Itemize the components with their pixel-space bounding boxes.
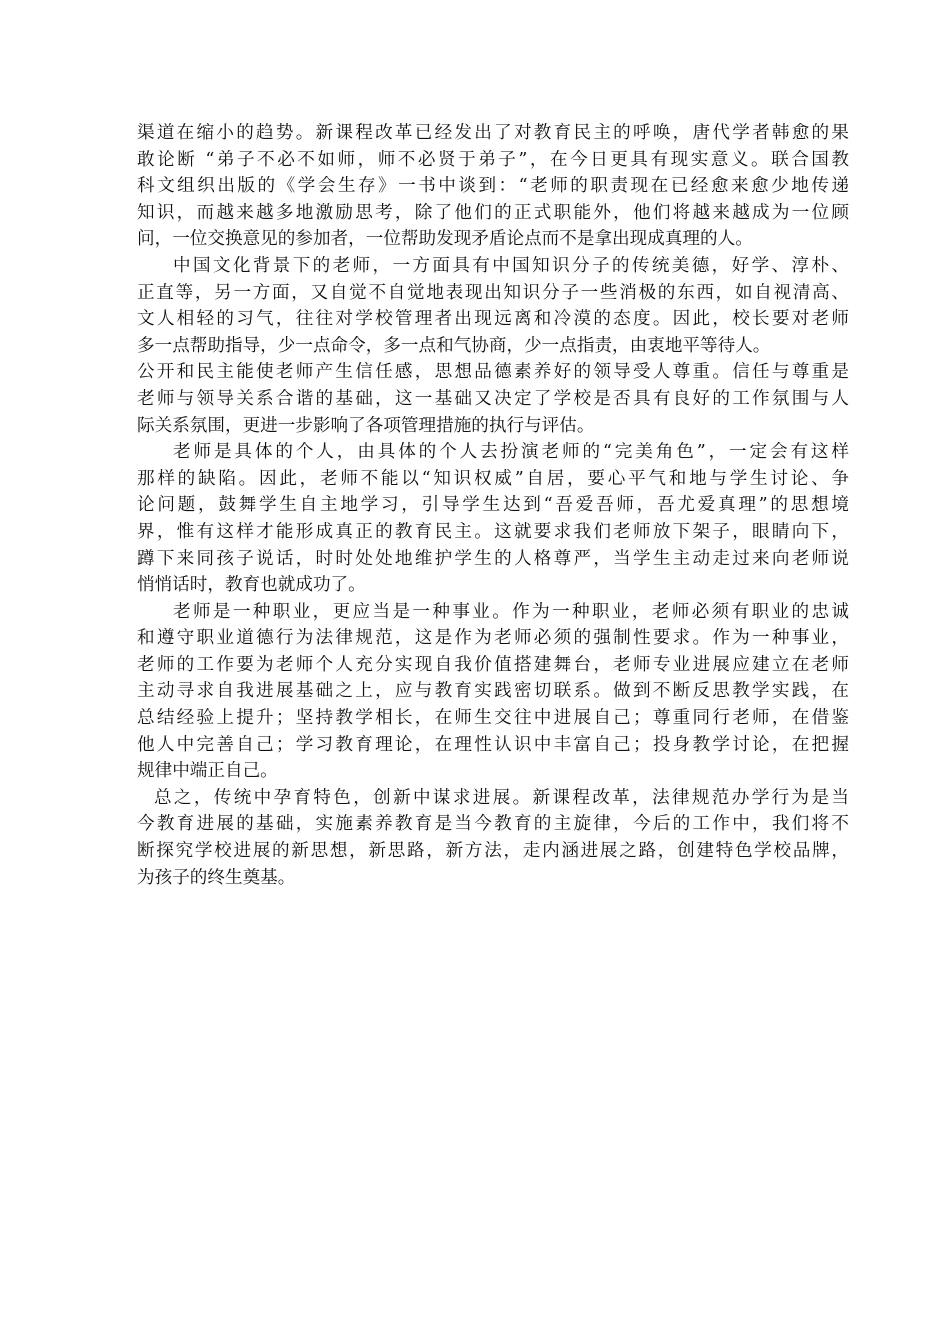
text-line: 际关系氛围，更进一步影响了各项管理措施的执行与评估。	[137, 415, 595, 436]
document-body	[137, 120, 849, 891]
text-line: 论问题，鼓舞学生自主地学习，引导学生达到“吾爱吾师，吾尤爱真理”的思想境	[137, 495, 849, 516]
paragraph-first-line: 总之，传统中孕育特色，创新中谋求进展。新课程改革，法律规范办学行为是当	[154, 787, 849, 808]
text-line: 公开和民主能使老师产生信任感，思想品德素养好的领导受人尊重。信任与尊重是	[137, 362, 849, 383]
text-line: 文人相轻的习气，往往对学校管理者出现远离和冷漠的态度。因此，校长要对老师	[137, 309, 849, 330]
text-line: 蹲下来同孩子说话，时时处处地维护学生的人格尊严，当学生主动走过来向老师说	[137, 548, 849, 569]
text-line: 他人中完善自己；学习教育理论，在理性认识中丰富自己；投身教学讨论，在把握	[137, 734, 849, 755]
text-line: 问，一位交换意见的参加者，一位帮助发现矛盾论点而不是拿出现成真理的人。	[137, 229, 753, 250]
text-line: 断探究学校进展的新思想，新思路，新方法，走内涵进展之路，创建特色学校品牌，	[137, 841, 849, 862]
text-line: 和遵守职业道德行为法律规范，这是作为老师必须的强制性要求。作为一种事业，	[137, 628, 849, 649]
paragraph-first-line: 老师是一种职业，更应当是一种事业。作为一种职业，老师必须有职业的忠诚	[173, 601, 849, 622]
paragraph-first-line: 中国文化背景下的老师，一方面具有中国知识分子的传统美德，好学、淳朴、	[173, 255, 849, 276]
text-line: 规律中端正自己。	[137, 761, 278, 782]
text-line: 总结经验上提升；坚持教学相长，在师生交往中进展自己；尊重同行老师，在借鉴	[137, 708, 849, 729]
text-line: 渠道在缩小的趋势。新课程改革已经发出了对教育民主的呼唤，唐代学者韩愈的果	[137, 123, 849, 143]
text-line: 悄悄话时，教育也就成功了。	[137, 575, 366, 596]
text-line: 敢论断 “弟子不必不如师，师不必贤于弟子”，在今日更具有现实意义。联合国教	[137, 149, 849, 170]
text-line: 老师的工作要为老师个人充分实现自我价值搭建舞台，老师专业进展应建立在老师	[137, 654, 849, 675]
text-line: 那样的缺陷。因此，老师不能以“知识权威”自居，要心平气和地与学生讨论、争	[137, 468, 849, 489]
text-line: 今教育进展的基础，实施素养教育是当今教育的主旋律，今后的工作中，我们将不	[137, 814, 849, 835]
text-line: 多一点帮助指导，少一点命令，多一点和气协商，少一点指责，由衷地平等待人。	[137, 335, 771, 356]
text-line: 为孩子的终生奠基。	[137, 867, 296, 888]
text-line: 科文组织出版的《学会生存》一书中谈到：“老师的职责现在已经愈来愈少地传递	[137, 176, 849, 197]
text-line: 界，惟有这样才能形成真正的教育民主。这就要求我们老师放下架子，眼睛向下，	[137, 521, 849, 542]
text-line: 知识，而越来越多地激励思考，除了他们的正式职能外，他们将越来越成为一位顾	[137, 202, 849, 223]
text-line: 正直等，另一方面，又自觉不自觉地表现出知识分子一些消极的东西，如自视清高、	[137, 282, 849, 303]
text-line: 主动寻求自我进展基础之上，应与教育实践密切联系。做到不断反思教学实践，在	[137, 681, 849, 702]
text-line: 老师与领导关系合谐的基础，这一基础又决定了学校是否具有良好的工作氛围与人	[137, 388, 849, 409]
paragraph-first-line: 老师是具体的个人，由具体的个人去扮演老师的“完美角色”，一定会有这样	[173, 442, 849, 463]
